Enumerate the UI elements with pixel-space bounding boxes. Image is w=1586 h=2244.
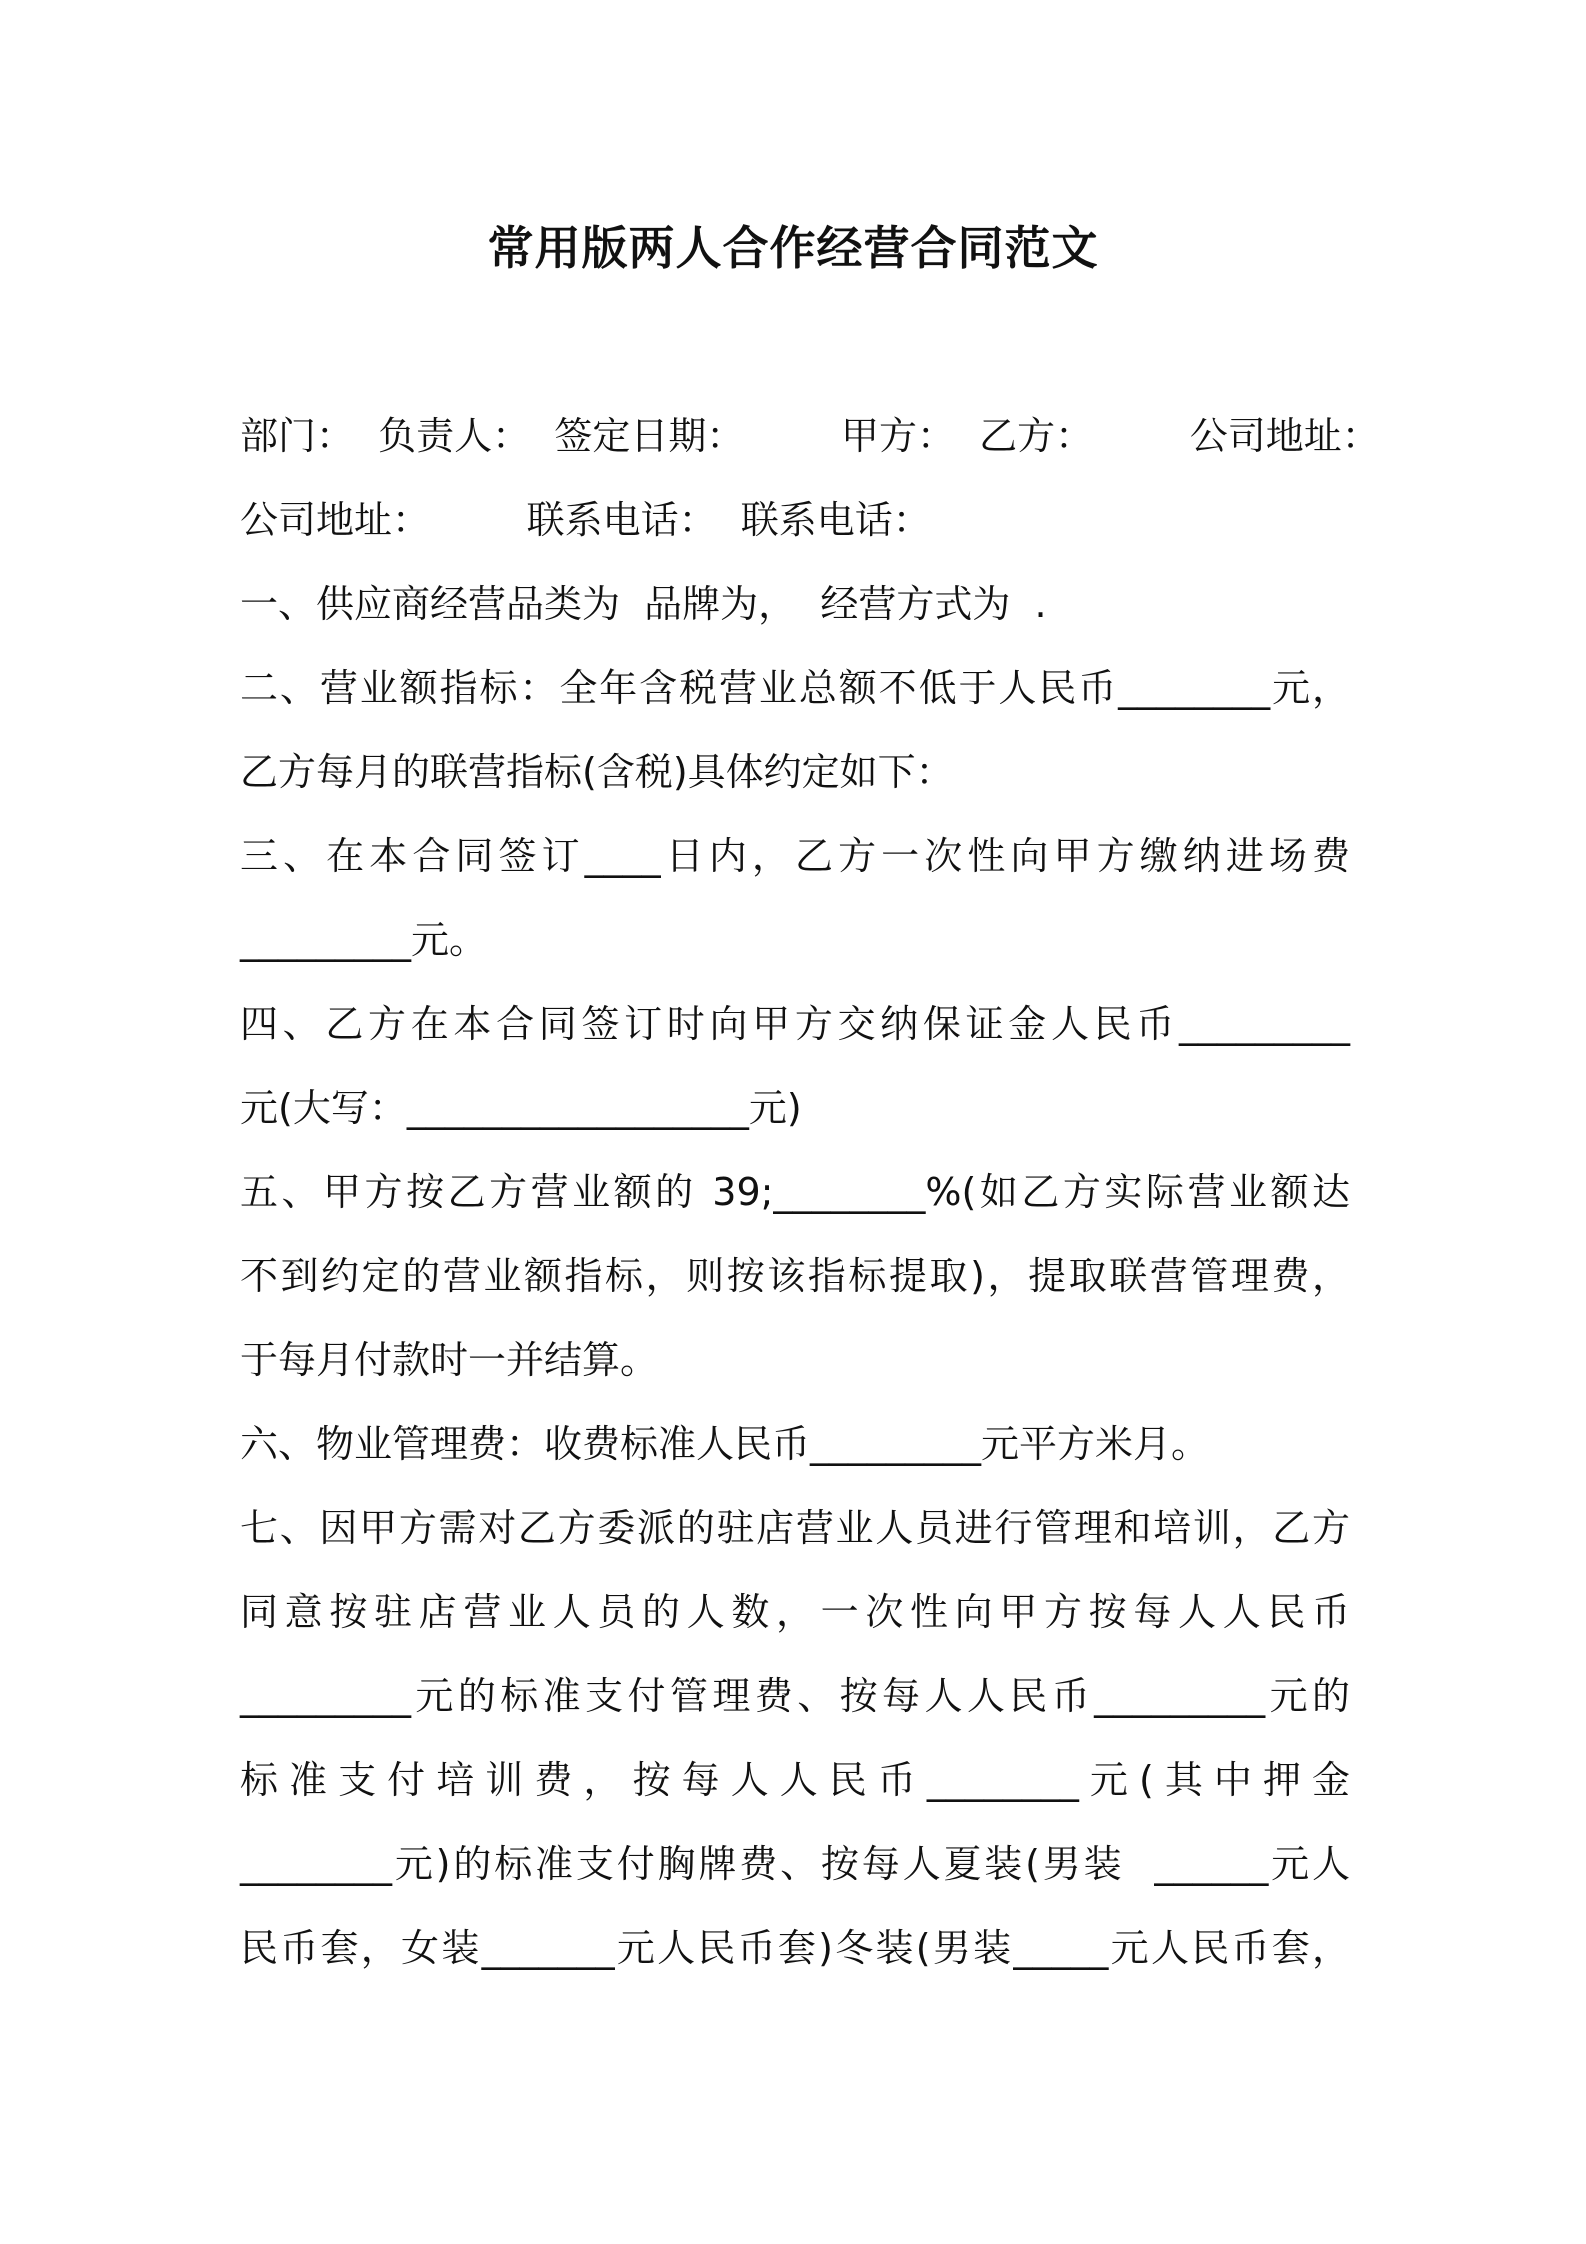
clause-1: 一、供应商经营品类为 品牌为， 经营方式为 . [240, 582, 1047, 626]
clause-7-line-6: 民币套，女装_______元人民币套)冬装(男装_____元人民币套， [240, 1926, 1350, 1970]
clause-2-line-1: 二、营业额指标：全年含税营业总额不低于人民币________元， [240, 666, 1350, 710]
clause-2-line-2: 乙方每月的联营指标(含税)具体约定如下： [240, 750, 954, 794]
header-fields-line-2: 公司地址： 联系电话： 联系电话： [240, 498, 931, 542]
document-title: 常用版两人合作经营合同范文 [487, 221, 1099, 275]
header-fields-line-1: 部门： 负责人： 签定日期： 甲方： 乙方： 公司地址： [240, 414, 1380, 458]
clause-4-line-2: 元(大写：__________________元) [240, 1086, 802, 1130]
clause-7-line-1: 七、因甲方需对乙方委派的驻店营业人员进行管理和培训，乙方 [240, 1506, 1350, 1550]
clause-6: 六、物业管理费：收费标准人民币_________元平方米月。 [240, 1422, 1210, 1466]
clause-4-line-1: 四、乙方在本合同签订时向甲方交纳保证金人民币_________ [240, 1002, 1350, 1046]
clause-3-line-2: _________元。 [240, 918, 488, 962]
clause-5-line-1: 五、甲方按乙方营业额的 39;________%(如乙方实际营业额达 [240, 1170, 1350, 1214]
clause-7-line-3: _________元的标准支付管理费、按每人人民币_________元的 [240, 1674, 1350, 1718]
clause-7-line-5: ________元)的标准支付胸牌费、按每人夏装(男装 ______元人 [240, 1842, 1350, 1886]
clause-5-line-2: 不到约定的营业额指标，则按该指标提取)，提取联营管理费， [240, 1254, 1350, 1298]
clause-3-line-1: 三、在本合同签订____日内，乙方一次性向甲方缴纳进场费 [240, 834, 1350, 878]
clause-5-line-3: 于每月付款时一并结算。 [240, 1338, 659, 1382]
clause-7-line-4: 标准支付培训费，按每人人民币________元(其中押金 [240, 1758, 1350, 1802]
clause-7-line-2: 同意按驻店营业人员的人数，一次性向甲方按每人人民币 [240, 1590, 1350, 1634]
